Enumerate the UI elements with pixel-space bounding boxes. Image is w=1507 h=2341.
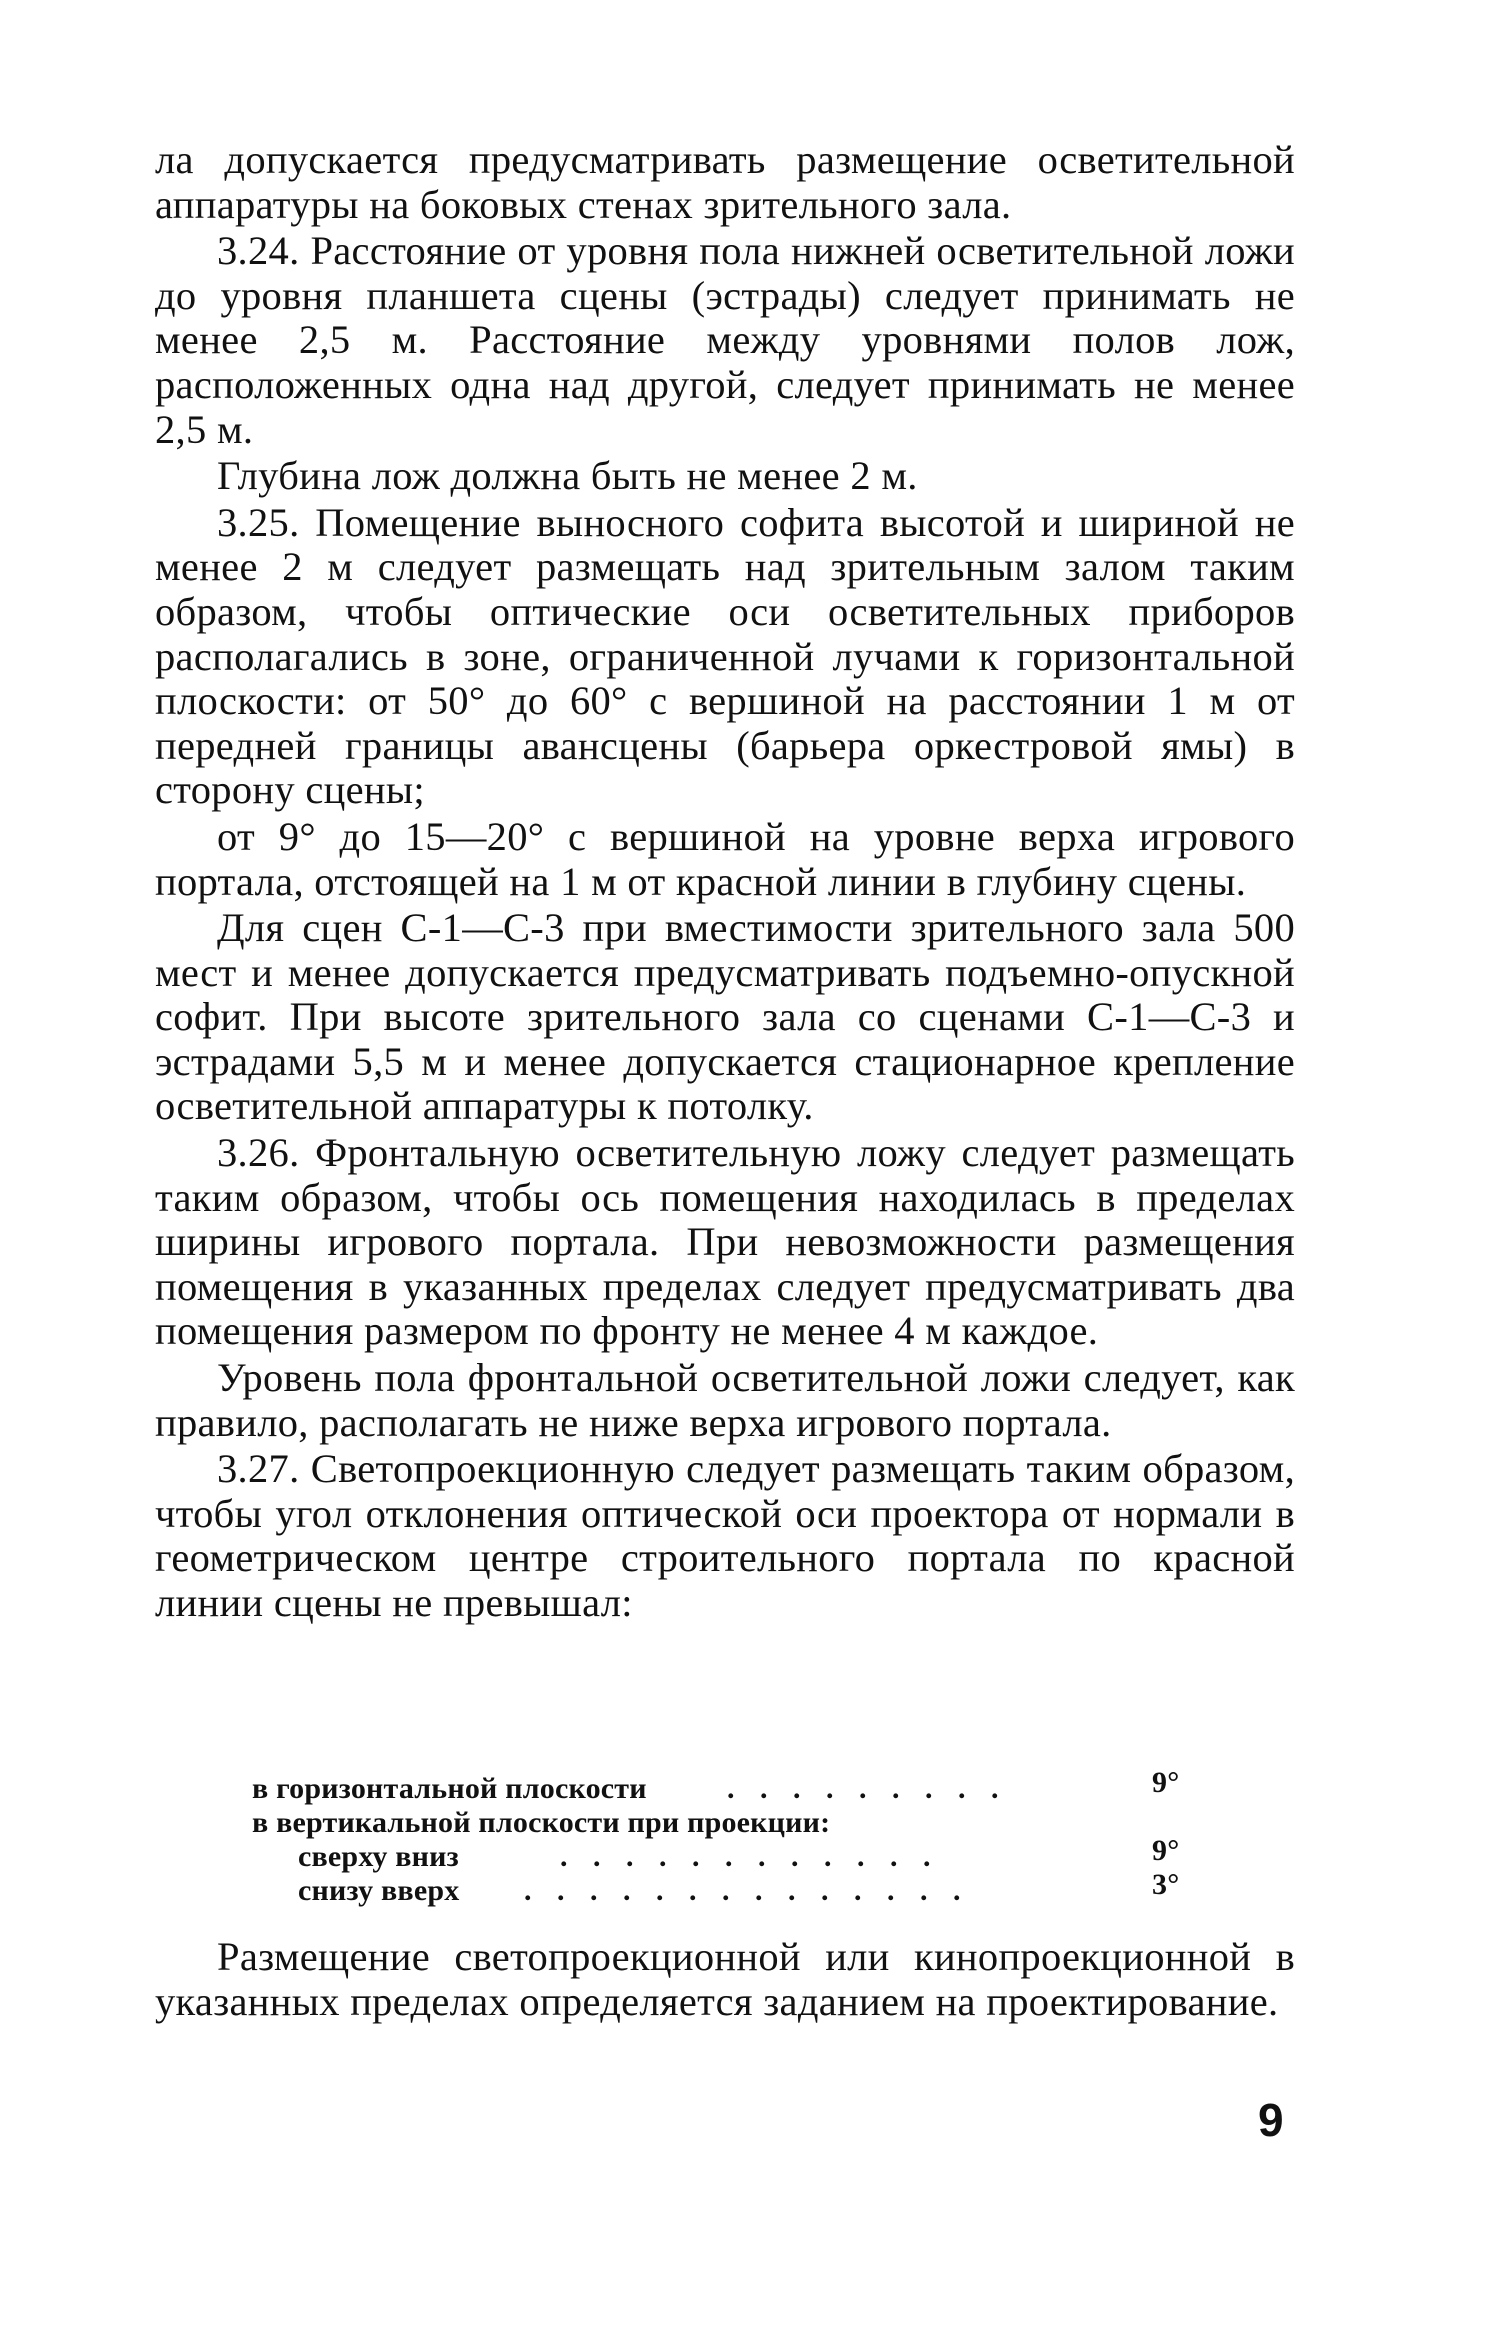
leader-dots: . . . . . . . . . . . .	[560, 1840, 940, 1873]
spec-label: в горизонтальной плоскости	[252, 1772, 647, 1805]
paragraph-closing: Размещение светопроекционной или кинопроекционной в указанных пределах определяется заданием на проектирование.	[155, 1934, 1295, 2024]
page-number: 9	[1258, 2094, 1284, 2146]
spec-value: 3°	[1152, 1868, 1180, 1901]
paragraph-3-27: 3.27. Светопроекционную следует размещать таким образом, чтобы угол отклонения оптической оси проектора от нормали в геометрическом центре строительного портала по красной линии сцены не превышал:	[155, 1446, 1295, 1625]
paragraph-3-25: 3.25. Помещение выносного софита высотой и шириной не менее 2 м следует размещать над зрительным залом таким образом, чтобы оптические оси осветительных приборов располагались в зоне, ограниченной лучами к горизонтальной плоскости: от 50° до 60° с вершиной на расстоянии 1 м от передней границы авансцены (барьера оркестровой ямы) в сторону сцены;	[155, 499, 1295, 813]
paragraph-3-24: 3.24. Расстояние от уровня пола нижней осветительной ложи до уровня планшета сцены (эстрады) следует принимать не менее 2,5 м. Расстояние между уровнями полов лож, расположенных одна над другой, следует принимать не менее 2,5 м.	[155, 228, 1295, 452]
spec-label: снизу вверх	[298, 1874, 460, 1907]
spec-label: сверху вниз	[298, 1840, 459, 1873]
paragraph-3-26: 3.26. Фронтальную осветительную ложу следует размещать таким образом, чтобы ось помещения находилась в пределах ширины игрового портала. При невозможности размещения помещения в указанных пределах следует предусматривать два помещения размером по фронту не менее 4 м каждое.	[155, 1130, 1295, 1354]
paragraph-angle-range: от 9° до 15—20° с вершиной на уровне верха игрового портала, отстоящей на 1 м от красной линии в глубину сцены.	[155, 813, 1295, 904]
spec-value: 9°	[1152, 1766, 1180, 1799]
spec-row-horizontal	[252, 1766, 1222, 1806]
deviation-angle-list	[252, 1766, 1222, 1908]
paragraph-lodge-depth: Глубина лож должна быть не менее 2 м.	[217, 453, 918, 499]
paragraph-floor-level: Уровень пола фронтальной осветительной ложи следует, как правило, располагать не ниже верха игрового портала.	[155, 1355, 1295, 1445]
spec-label: в вертикальной плоскости при проекции:	[252, 1806, 831, 1839]
spec-row-bottom-up	[252, 1868, 1222, 1908]
leader-dots: . . . . . . . . . . . . . .	[524, 1874, 970, 1907]
paragraph-stages-c1-c3: Для сцен С-1—С-3 при вместимости зрительного зала 500 мест и менее допускается предусматривать подъемно-опускной софит. При высоте зрительного зала со сценами С-1—С-3 и эстрадами 5,5 м и менее допускается стационарное крепление осветительной аппаратуры к потолку.	[155, 905, 1295, 1129]
paragraph-continuation: ла допускается предусматривать размещение осветительной аппаратуры на боковых стенах зрительного зала.	[155, 137, 1295, 227]
spec-value: 9°	[1152, 1834, 1180, 1867]
spec-row-top-down	[252, 1834, 1222, 1874]
leader-dots: . . . . . . . . .	[727, 1772, 1008, 1805]
body-text	[155, 138, 1295, 1626]
spec-row-vertical-heading	[252, 1806, 1222, 1840]
